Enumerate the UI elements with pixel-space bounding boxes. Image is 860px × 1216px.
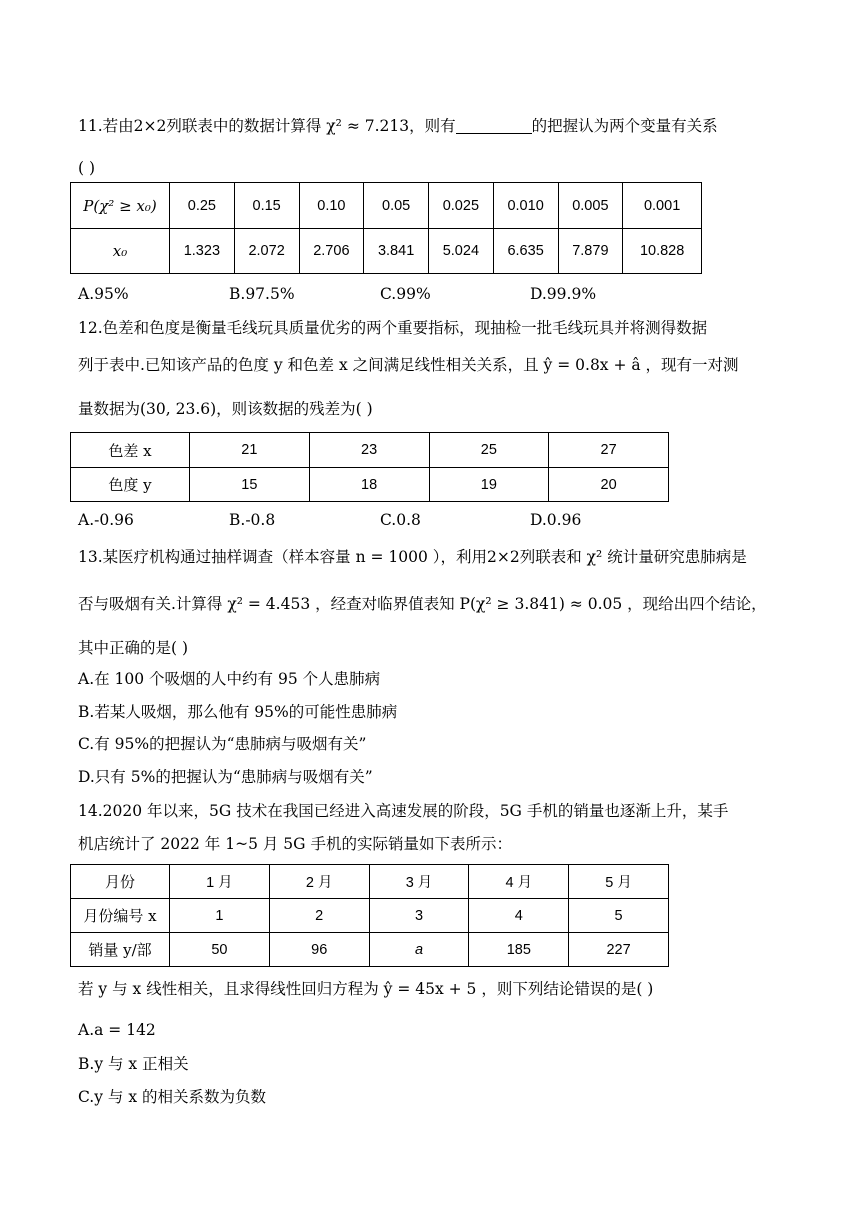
q12-option-a: A.-0.96 bbox=[78, 511, 134, 529]
q13-line-3: 其中正确的是( ) bbox=[78, 639, 189, 657]
table-cell: 18 bbox=[309, 468, 429, 502]
table-cell: 4 月 bbox=[469, 865, 569, 899]
table-cell: 0.15 bbox=[234, 183, 299, 229]
table-cell: 1.323 bbox=[170, 229, 235, 274]
table-cell: 0.001 bbox=[623, 183, 702, 229]
table-cell: 227 bbox=[569, 933, 669, 967]
q11-option-c: C.99% bbox=[380, 285, 431, 303]
table-cell: 3 bbox=[369, 899, 469, 933]
q11-critical-value-table bbox=[70, 182, 702, 274]
row-label-sales: 销量 y/部 bbox=[71, 933, 170, 967]
q13-option-b: B.若某人吸烟，那么他有 95%的可能性患肺病 bbox=[78, 703, 398, 721]
table-cell: 2 月 bbox=[269, 865, 369, 899]
row-label-month-code: 月份编号 x bbox=[71, 899, 170, 933]
q11-option-a: A.95% bbox=[78, 285, 129, 303]
table-cell: 3.841 bbox=[364, 229, 429, 274]
table-cell: 3 月 bbox=[369, 865, 469, 899]
table-cell: 0.25 bbox=[170, 183, 235, 229]
q14-sales-table bbox=[70, 864, 669, 967]
q12-line-2: 列于表中.已知该产品的色度 y 和色差 x 之间满足线性相关关系，且 ŷ = 0.8x + â ，现有一对测 bbox=[78, 356, 739, 374]
table-cell: 1 月 bbox=[170, 865, 270, 899]
table-cell: 2.706 bbox=[299, 229, 364, 274]
table-cell: 0.10 bbox=[299, 183, 364, 229]
table-cell: 2.072 bbox=[234, 229, 299, 274]
q13-option-c: C.有 95%的把握认为“患肺病与吸烟有关” bbox=[78, 735, 367, 753]
row-label-month: 月份 bbox=[71, 865, 170, 899]
table-cell: 50 bbox=[170, 933, 270, 967]
table-cell: 2 bbox=[269, 899, 369, 933]
q14-option-a: A.a = 142 bbox=[78, 1021, 156, 1039]
row-label-probability: P(χ² ≥ x₀) bbox=[71, 183, 170, 229]
table-cell: 1 bbox=[170, 899, 270, 933]
table-cell: 20 bbox=[549, 468, 669, 502]
q13-line-2: 否与吸烟有关.计算得 χ² = 4.453 ，经查对临界值表知 P(χ² ≥ 3.841) ≈ 0.05 ，现给出四个结论， bbox=[78, 595, 767, 613]
row-label-color-difference: 色差 x bbox=[71, 433, 190, 468]
q13-line-1: 13.某医疗机构通过抽样调查（样本容量 n = 1000 ），利用2×2列联表和 χ² 统计量研究患肺病是 bbox=[78, 548, 747, 566]
q14-option-b: B.y 与 x 正相关 bbox=[78, 1055, 189, 1073]
q12-option-b: B.-0.8 bbox=[229, 511, 276, 529]
table-cell: 0.010 bbox=[493, 183, 558, 229]
q13-option-d: D.只有 5%的把握认为“患肺病与吸烟有关” bbox=[78, 768, 373, 786]
q14-line-1: 14.2020 年以来，5G 技术在我国已经进入高速发展的阶段，5G 手机的销量也逐渐上升，某手 bbox=[78, 802, 729, 820]
q14-option-c: C.y 与 x 的相关系数为负数 bbox=[78, 1088, 267, 1106]
q12-option-c: C.0.8 bbox=[380, 511, 421, 529]
table-cell: 5 bbox=[569, 899, 669, 933]
table-cell: 185 bbox=[469, 933, 569, 967]
table-cell: a bbox=[369, 933, 469, 967]
table-cell: 7.879 bbox=[558, 229, 623, 274]
answer-blank bbox=[456, 117, 532, 134]
q11-option-b: B.97.5% bbox=[229, 285, 295, 303]
q12-line-1: 12.色差和色度是衡量毛线玩具质量优劣的两个重要指标，现抽检一批毛线玩具并将测得数据 bbox=[78, 319, 708, 337]
table-cell: 96 bbox=[269, 933, 369, 967]
table-cell: 0.025 bbox=[429, 183, 494, 229]
table-cell: 0.005 bbox=[558, 183, 623, 229]
row-label-chroma: 色度 y bbox=[71, 468, 190, 502]
table-cell: 23 bbox=[309, 433, 429, 468]
q12-data-table bbox=[70, 432, 669, 502]
table-cell: 5.024 bbox=[429, 229, 494, 274]
q12-option-d: D.0.96 bbox=[530, 511, 582, 529]
row-label-x0: x₀ bbox=[71, 229, 170, 274]
q11-option-d: D.99.9% bbox=[530, 285, 597, 303]
table-cell: 19 bbox=[429, 468, 549, 502]
table-cell: 27 bbox=[549, 433, 669, 468]
q14-line-2: 机店统计了 2022 年 1~5 月 5G 手机的实际销量如下表所示： bbox=[78, 835, 512, 853]
q11-paren: ( ) bbox=[78, 159, 96, 177]
q14-line-3: 若 y 与 x 线性相关，且求得线性回归方程为 ŷ = 45x + 5 ，则下列结论错误的是( ) bbox=[78, 980, 654, 998]
q11-stem: 11.若由2×2列联表中的数据计算得 χ² ≈ 7.213，则有 的把握认为两个变量有关系 bbox=[78, 117, 718, 135]
table-cell: 10.828 bbox=[623, 229, 702, 274]
table-cell: 0.05 bbox=[364, 183, 429, 229]
table-cell: 4 bbox=[469, 899, 569, 933]
table-cell: 25 bbox=[429, 433, 549, 468]
table-cell: 6.635 bbox=[493, 229, 558, 274]
table-cell: 5 月 bbox=[569, 865, 669, 899]
q12-line-3: 量数据为(30, 23.6)，则该数据的残差为( ) bbox=[78, 400, 373, 418]
table-cell: 15 bbox=[190, 468, 310, 502]
table-cell: 21 bbox=[190, 433, 310, 468]
q13-option-a: A.在 100 个吸烟的人中约有 95 个人患肺病 bbox=[78, 670, 381, 688]
